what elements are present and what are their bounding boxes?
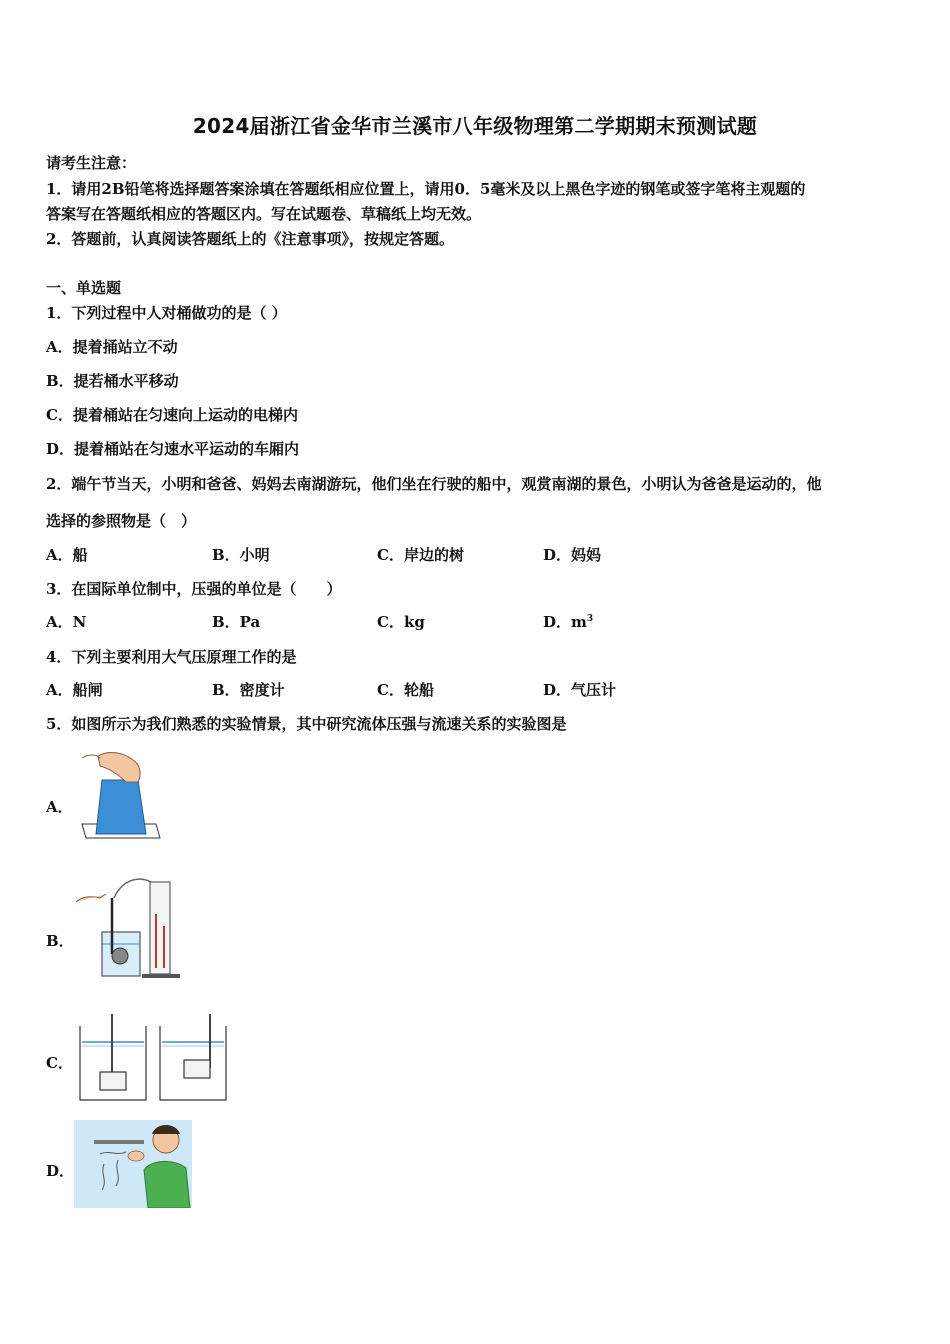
- question-3-stem: 3．在国际单位制中，压强的单位是（ ）: [46, 580, 342, 598]
- blowing-paper-experiment-figure: [74, 1120, 192, 1208]
- question-1-stem: 1．下列过程中人对桶做功的是（ ）: [46, 304, 287, 322]
- question-5-option-d-label: D．: [46, 1162, 75, 1180]
- question-2-option-b: B．小明: [212, 546, 270, 564]
- question-1-option-a: A．提着捅站立不动: [46, 338, 178, 356]
- notice-item-1b: 答案写在答题纸相应的答题区内。写在试题卷、草稿纸上均无效。: [46, 205, 482, 223]
- question-2-option-c: C．岸边的树: [377, 546, 464, 564]
- question-3-option-a: A．N: [46, 613, 87, 631]
- notice-item-2: 2．答题前，认真阅读答题纸上的《注意事项》，按规定答题。: [46, 230, 454, 248]
- page-title: 2024届浙江省金华市兰溪市八年级物理第二学期期末预测试题: [192, 114, 758, 138]
- pressure-gauge-experiment-figure: [72, 874, 184, 984]
- question-2-option-d: D．妈妈: [543, 546, 602, 564]
- question-5-option-c-label: C．: [46, 1054, 73, 1072]
- cup-paper-experiment-figure: [78, 746, 168, 846]
- question-2-stem-line1: 2．端午节当天，小明和爸爸、妈妈去南湖游玩，他们坐在行驶的船中，观赏南湖的景色，小明认为爸爸是运动的，他: [46, 475, 822, 493]
- question-5-option-b-label: B．: [46, 932, 74, 950]
- question-5-option-a-label: A．: [46, 798, 73, 816]
- question-4-option-d: D．气压计: [543, 681, 617, 699]
- question-5-stem: 5．如图所示为我们熟悉的实验情景，其中研究流体压强与流速关系的实验图是: [46, 715, 567, 733]
- question-4-option-c: C．轮船: [377, 681, 434, 699]
- section-heading: 一、单选题: [46, 279, 122, 297]
- question-1-option-d: D．提着桶站在匀速水平运动的车厢内: [46, 440, 300, 458]
- notice-item-1a: 1．请用2B铅笔将选择题答案涂填在答题纸相应位置上，请用0．5毫米及以上黑色字迹的钢笔或签字笔将主观题的: [46, 180, 806, 198]
- question-2-stem-line2: 选择的参照物是（ ）: [46, 512, 197, 530]
- pressure-box-experiment-figure: [78, 1012, 230, 1104]
- question-3-option-c: C．kg: [377, 613, 425, 631]
- question-1-option-b: B．提若桶水平移动: [46, 372, 179, 390]
- superscript-3: 3: [586, 614, 594, 624]
- question-3-option-d: [543, 611, 593, 632]
- question-2-option-a: A．船: [46, 546, 88, 564]
- question-3-option-d-text: D．m: [543, 613, 587, 631]
- question-4-stem: 4．下列主要利用大气压原理工作的是: [46, 648, 297, 666]
- question-3-option-b: B．Pa: [212, 613, 261, 631]
- question-4-option-b: B．密度计: [212, 681, 285, 699]
- question-1-option-c: C．提着桶站在匀速向上运动的电梯内: [46, 406, 298, 424]
- notice-heading: 请考生注意：: [46, 154, 137, 172]
- question-4-option-a: A．船闸: [46, 681, 103, 699]
